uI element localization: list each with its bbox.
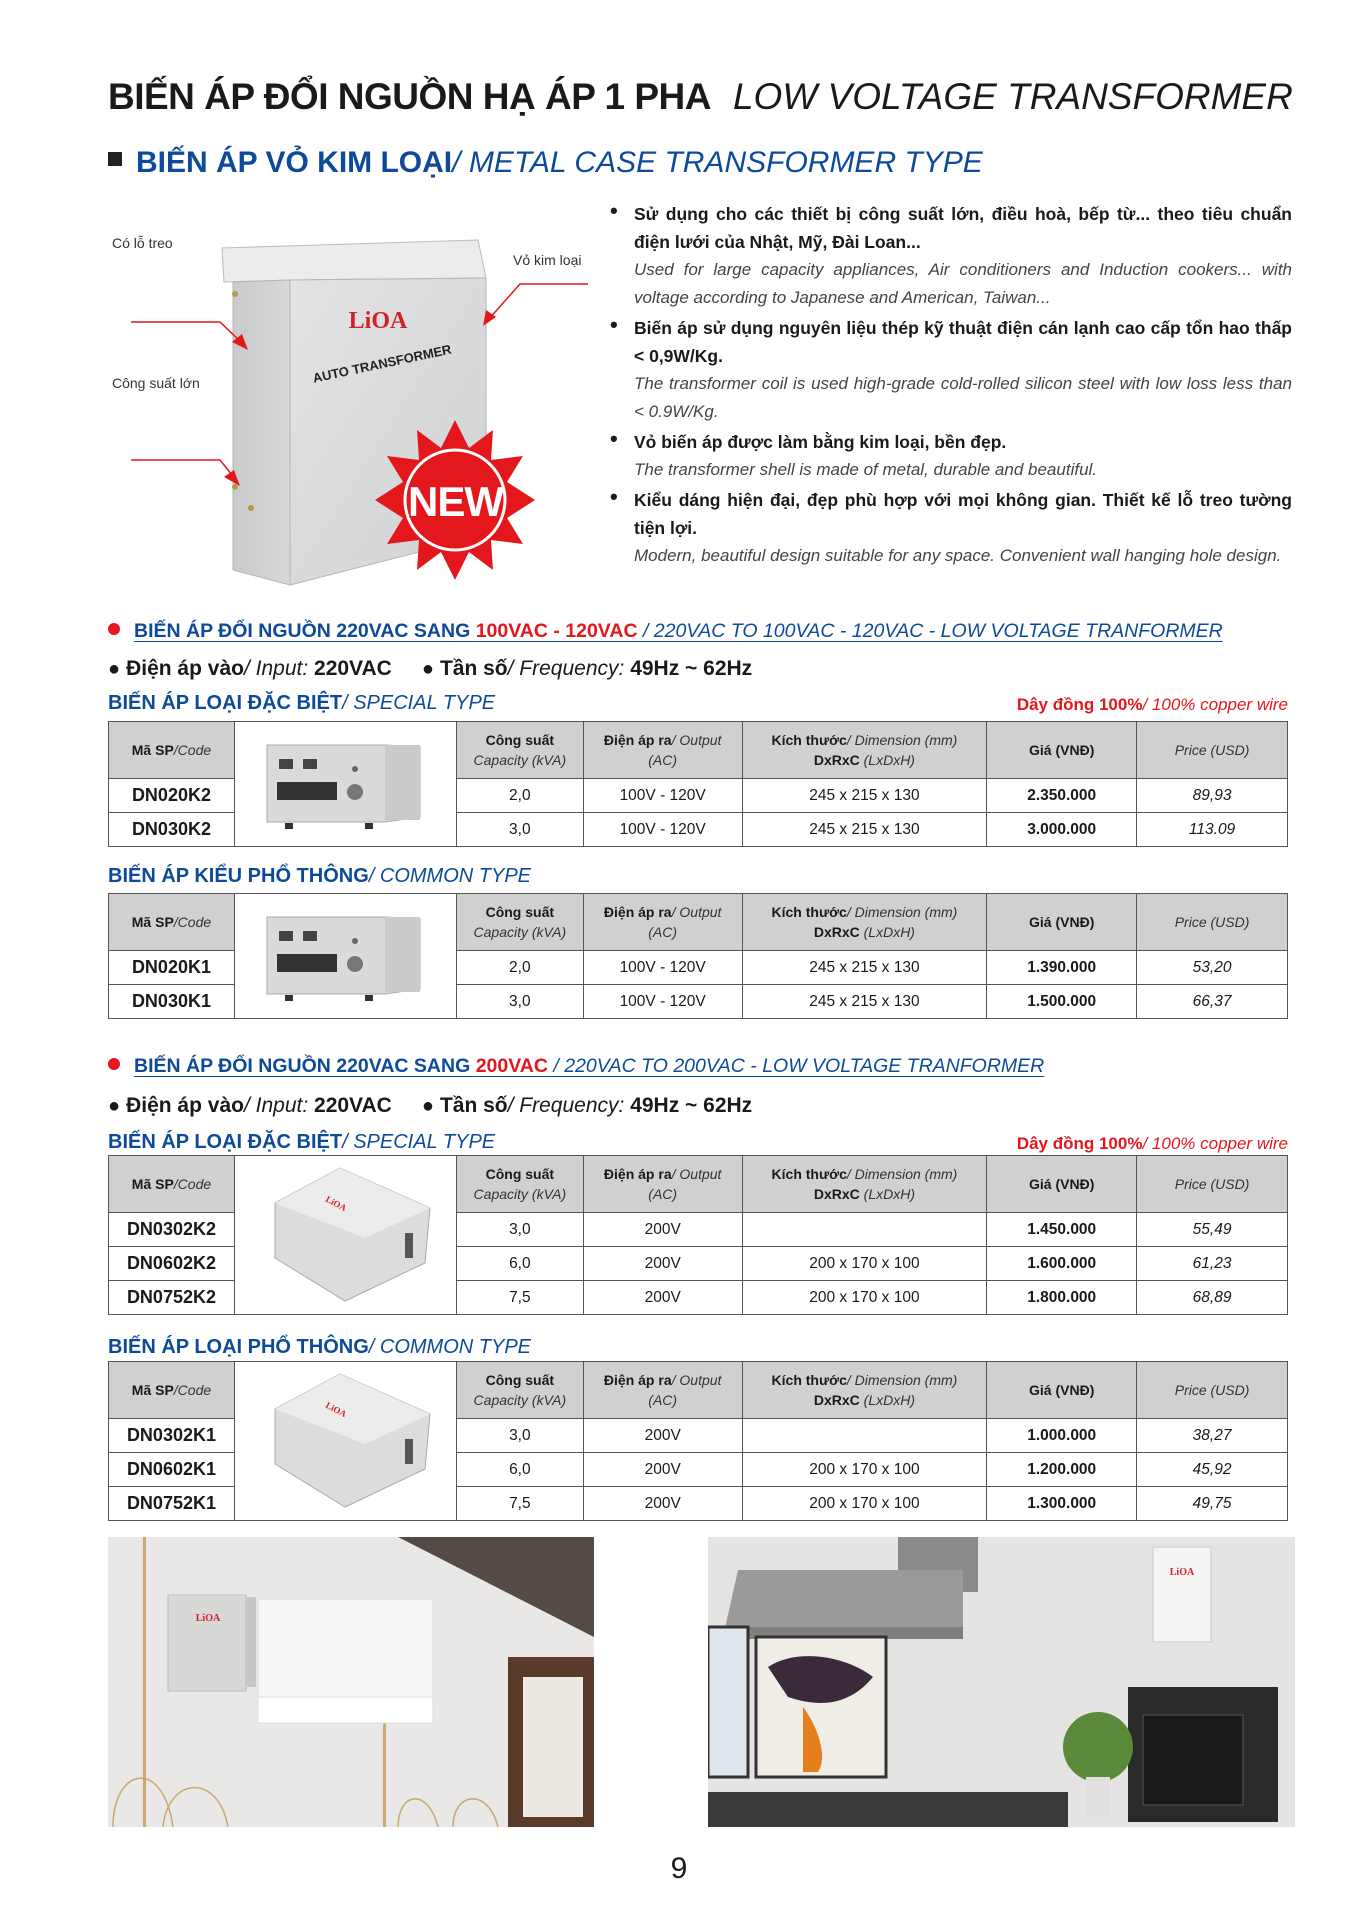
cell-price-usd: 113.09 (1137, 813, 1288, 847)
feature-en: Modern, beautiful design suitable for any space. Convenient wall hanging hole design. (634, 546, 1282, 565)
feature-vi: • Biến áp sử dụng nguyên liệu thép kỹ thuật điện cán lạnh cao cấp tổn hao thấp < 0,9W/Kg. (634, 318, 1292, 366)
cell-output: 200V (583, 1487, 742, 1521)
input-value: 220VAC (314, 1094, 392, 1117)
cell-dimension: 200 x 170 x 100 (742, 1281, 987, 1315)
col-price-usd: Price (USD) (1137, 1362, 1288, 1419)
section-subtitle (108, 146, 983, 180)
table-product-image (234, 1362, 456, 1521)
spec-table-3 (108, 1155, 1288, 1315)
col-price-vnd: Giá (VNĐ) (987, 1156, 1137, 1213)
red-dot-icon (108, 1058, 120, 1070)
input-frequency-line: ● Điện áp vào/ Input: 220VAC ● Tần số/ Frequency: 49Hz ~ 62Hz (108, 657, 753, 680)
cell-price-vnd: 1.200.000 (987, 1453, 1137, 1487)
input-label-en: / Input: (243, 657, 315, 680)
cell-dimension (742, 1213, 987, 1247)
svg-text:LiOA: LiOA (324, 1399, 349, 1419)
cell-price-vnd: 1.600.000 (987, 1247, 1137, 1281)
svg-text:LiOA: LiOA (324, 1193, 349, 1213)
cell-code: DN030K2 (109, 813, 235, 847)
spec-table-1 (108, 721, 1288, 847)
col-capacity: Công suất Capacity (kVA) (456, 1156, 583, 1213)
cell-code: DN020K2 (109, 779, 235, 813)
table-product-image (234, 1156, 456, 1315)
photo-lioa-logo: LiOA (1169, 1567, 1195, 1578)
cell-dimension: 245 x 215 x 130 (742, 985, 987, 1019)
freq-value: 49Hz ~ 62Hz (630, 1094, 753, 1117)
spec-table-2 (108, 893, 1288, 1019)
col-price-usd: Price (USD) (1137, 722, 1288, 779)
cell-dimension: 245 x 215 x 130 (742, 779, 987, 813)
col-code: Mã SP/Code (109, 894, 235, 951)
callout-hanging-hole: Có lỗ treo (112, 235, 173, 251)
box-transformer-icon (245, 1369, 445, 1509)
table-product-image (234, 722, 456, 847)
table-label: BIẾN ÁP LOẠI ĐẶC BIỆT/ SPECIAL TYPE (108, 692, 496, 714)
cabinet-transformer-icon (245, 727, 445, 837)
input-label-en: / Input: (243, 1094, 315, 1117)
input-value: 220VAC (314, 657, 392, 680)
square-bullet-icon (108, 152, 122, 166)
table-header-row (109, 722, 1288, 779)
cell-price-vnd: 3.000.000 (987, 813, 1137, 847)
cell-output: 200V (583, 1247, 742, 1281)
cell-price-vnd: 1.450.000 (987, 1213, 1137, 1247)
freq-label-en: / Frequency: (507, 1094, 631, 1117)
table-header-row (109, 894, 1288, 951)
callout-high-capacity: Công suất lớn (112, 375, 200, 391)
photo-living-room (108, 1537, 594, 1827)
cell-output: 100V - 120V (583, 813, 742, 847)
section-heading-vi: BIẾN ÁP ĐỔI NGUỒN 220VAC SANG (134, 620, 476, 642)
cell-price-vnd: 1.300.000 (987, 1487, 1137, 1521)
cell-output: 200V (583, 1213, 742, 1247)
col-dimension: Kích thước/ Dimension (mm) DxRxC (LxDxH) (742, 722, 987, 779)
cell-price-vnd: 1.390.000 (987, 951, 1137, 985)
cell-code: DN0752K1 (109, 1487, 235, 1521)
page-title (108, 76, 1293, 118)
cell-output: 200V (583, 1419, 742, 1453)
cell-capacity: 3,0 (456, 1213, 583, 1247)
cell-output: 200V (583, 1281, 742, 1315)
col-output: Điện áp ra/ Output (AC) (583, 894, 742, 951)
cell-code: DN020K1 (109, 951, 235, 985)
col-capacity: Công suất Capacity (kVA) (456, 722, 583, 779)
col-capacity: Công suất Capacity (kVA) (456, 894, 583, 951)
col-output: Điện áp ra/ Output (AC) (583, 722, 742, 779)
section-heading-200vac (108, 1055, 1044, 1078)
cell-price-usd: 49,75 (1137, 1487, 1288, 1521)
table-label: BIẾN ÁP LOẠI PHỔ THÔNG/ COMMON TYPE (108, 1336, 531, 1358)
cell-capacity: 6,0 (456, 1247, 583, 1281)
cell-capacity: 2,0 (456, 779, 583, 813)
cell-price-usd: 55,49 (1137, 1213, 1288, 1247)
freq-label: Tần số (439, 1094, 508, 1117)
col-price-usd: Price (USD) (1137, 1156, 1288, 1213)
freq-label-en: / Frequency: (507, 657, 631, 680)
cell-dimension (742, 1419, 987, 1453)
feature-vi: • Kiểu dáng hiện đại, đẹp phù hợp với mọi không gian. Thiết kế lỗ treo tường tiện lợi. (634, 490, 1292, 538)
input-label: Điện áp vào (126, 657, 244, 680)
new-badge-label: NEW (408, 478, 503, 525)
feature-item (610, 428, 1292, 484)
input-label: Điện áp vào (126, 1094, 244, 1117)
spec-table-4 (108, 1361, 1288, 1521)
col-dimension: Kích thước/ Dimension (mm) DxRxC (LxDxH) (742, 894, 987, 951)
cell-code: DN0602K2 (109, 1247, 235, 1281)
cell-price-usd: 66,37 (1137, 985, 1288, 1019)
lioa-logo-text: LiOA (348, 308, 408, 334)
cell-code: DN0752K2 (109, 1281, 235, 1315)
col-output: Điện áp ra/ Output (AC) (583, 1156, 742, 1213)
feature-vi: • Sử dụng cho các thiết bị công suất lớn, điều hoà, bếp từ... theo tiêu chuẩn điện lưới của Nhật, Mỹ, Đài Loan... (634, 204, 1292, 252)
freq-value: 49Hz ~ 62Hz (630, 657, 753, 680)
col-price-vnd: Giá (VNĐ) (987, 722, 1137, 779)
feature-list (610, 200, 1292, 572)
cell-price-vnd: 1.000.000 (987, 1419, 1137, 1453)
subtitle-en: / METAL CASE TRANSFORMER TYPE (452, 146, 983, 179)
cell-code: DN0302K2 (109, 1213, 235, 1247)
cell-capacity: 7,5 (456, 1281, 583, 1315)
table-product-image (234, 894, 456, 1019)
table-header-row (109, 1362, 1288, 1419)
cell-price-usd: 53,20 (1137, 951, 1288, 985)
copper-wire-note: Dây đồng 100%/ 100% copper wire (1016, 1134, 1288, 1153)
page-number: 9 (670, 1852, 688, 1885)
col-code: Mã SP/Code (109, 722, 235, 779)
cell-capacity: 3,0 (456, 1419, 583, 1453)
cell-code: DN030K1 (109, 985, 235, 1019)
col-price-vnd: Giá (VNĐ) (987, 1362, 1137, 1419)
photo-lioa-logo: LiOA (195, 1613, 221, 1624)
col-capacity: Công suất Capacity (kVA) (456, 1362, 583, 1419)
section-heading-red: 200VAC (475, 1055, 548, 1077)
callout-metal-case: Vỏ kim loại (513, 252, 582, 268)
feature-item (610, 486, 1292, 570)
section-heading-red: 100VAC - 120VAC (475, 620, 638, 642)
cell-code: DN0302K1 (109, 1419, 235, 1453)
cell-capacity: 7,5 (456, 1487, 583, 1521)
cell-output: 100V - 120V (583, 779, 742, 813)
feature-item (610, 200, 1292, 312)
copper-wire-note: Dây đồng 100%/ 100% copper wire (1016, 695, 1288, 714)
cell-code: DN0602K1 (109, 1453, 235, 1487)
cell-dimension: 245 x 215 x 130 (742, 813, 987, 847)
col-code: Mã SP/Code (109, 1156, 235, 1213)
cabinet-transformer-icon (245, 899, 445, 1009)
table-label: BIẾN ÁP KIỂU PHỔ THÔNG/ COMMON TYPE (108, 865, 532, 887)
feature-vi: • Vỏ biến áp được làm bằng kim loại, bền đẹp. (634, 432, 1007, 452)
page-title-en: LOW VOLTAGE TRANSFORMER (732, 76, 1293, 117)
feature-en: The transformer coil is used high-grade cold-rolled silicon steel with low loss less than < 0.9W/Kg. (634, 374, 1292, 421)
feature-item (610, 314, 1292, 426)
table-header-row (109, 1156, 1288, 1213)
cell-price-usd: 61,23 (1137, 1247, 1288, 1281)
cell-output: 200V (583, 1453, 742, 1487)
cell-price-usd: 45,92 (1137, 1453, 1288, 1487)
cell-capacity: 6,0 (456, 1453, 583, 1487)
cell-price-vnd: 2.350.000 (987, 779, 1137, 813)
freq-label: Tần số (439, 657, 508, 680)
cell-dimension: 200 x 170 x 100 (742, 1453, 987, 1487)
section-heading-en: / 220VAC TO 200VAC - LOW VOLTAGE TRANFORMER (547, 1055, 1045, 1077)
cell-dimension: 200 x 170 x 100 (742, 1487, 987, 1521)
page-title-vi: BIẾN ÁP ĐỔI NGUỒN HẠ ÁP 1 PHA (108, 76, 711, 117)
cell-price-vnd: 1.500.000 (987, 985, 1137, 1019)
col-price-vnd: Giá (VNĐ) (987, 894, 1137, 951)
cell-price-vnd: 1.800.000 (987, 1281, 1137, 1315)
input-frequency-line: ● Điện áp vào/ Input: 220VAC ● Tần số/ Frequency: 49Hz ~ 62Hz (108, 1094, 753, 1117)
red-dot-icon (108, 623, 120, 635)
cell-dimension: 245 x 215 x 130 (742, 951, 987, 985)
cell-dimension: 200 x 170 x 100 (742, 1247, 987, 1281)
cell-capacity: 3,0 (456, 985, 583, 1019)
cell-capacity: 2,0 (456, 951, 583, 985)
product-image (108, 200, 588, 595)
svg-text:AUTO TRANSFORMER: AUTO TRANSFORMER (311, 341, 453, 386)
section-heading-en: / 220VAC TO 100VAC - 120VAC - LOW VOLTAGE TRANFORMER (637, 620, 1223, 642)
cell-price-usd: 68,89 (1137, 1281, 1288, 1315)
cell-output: 100V - 120V (583, 951, 742, 985)
cell-output: 100V - 120V (583, 985, 742, 1019)
col-price-usd: Price (USD) (1137, 894, 1288, 951)
feature-en: Used for large capacity appliances, Air conditioners and Induction cookers... with voltage according to Japanese and American, Taiwan... (634, 260, 1292, 307)
col-dimension: Kích thước/ Dimension (mm) DxRxC (LxDxH) (742, 1156, 987, 1213)
table-label: BIẾN ÁP LOẠI ĐẶC BIỆT/ SPECIAL TYPE (108, 1131, 496, 1153)
cell-price-usd: 38,27 (1137, 1419, 1288, 1453)
col-output: Điện áp ra/ Output (AC) (583, 1362, 742, 1419)
section-heading-100-120vac (108, 620, 1223, 643)
feature-en: The transformer shell is made of metal, durable and beautiful. (634, 460, 1098, 479)
col-code: Mã SP/Code (109, 1362, 235, 1419)
box-transformer-icon (245, 1163, 445, 1303)
cell-capacity: 3,0 (456, 813, 583, 847)
photo-kitchen (708, 1537, 1295, 1827)
section-heading-vi: BIẾN ÁP ĐỔI NGUỒN 220VAC SANG (134, 1055, 476, 1077)
col-dimension: Kích thước/ Dimension (mm) DxRxC (LxDxH) (742, 1362, 987, 1419)
cell-price-usd: 89,93 (1137, 779, 1288, 813)
subtitle-vi: BIẾN ÁP VỎ KIM LOẠI (136, 146, 453, 179)
